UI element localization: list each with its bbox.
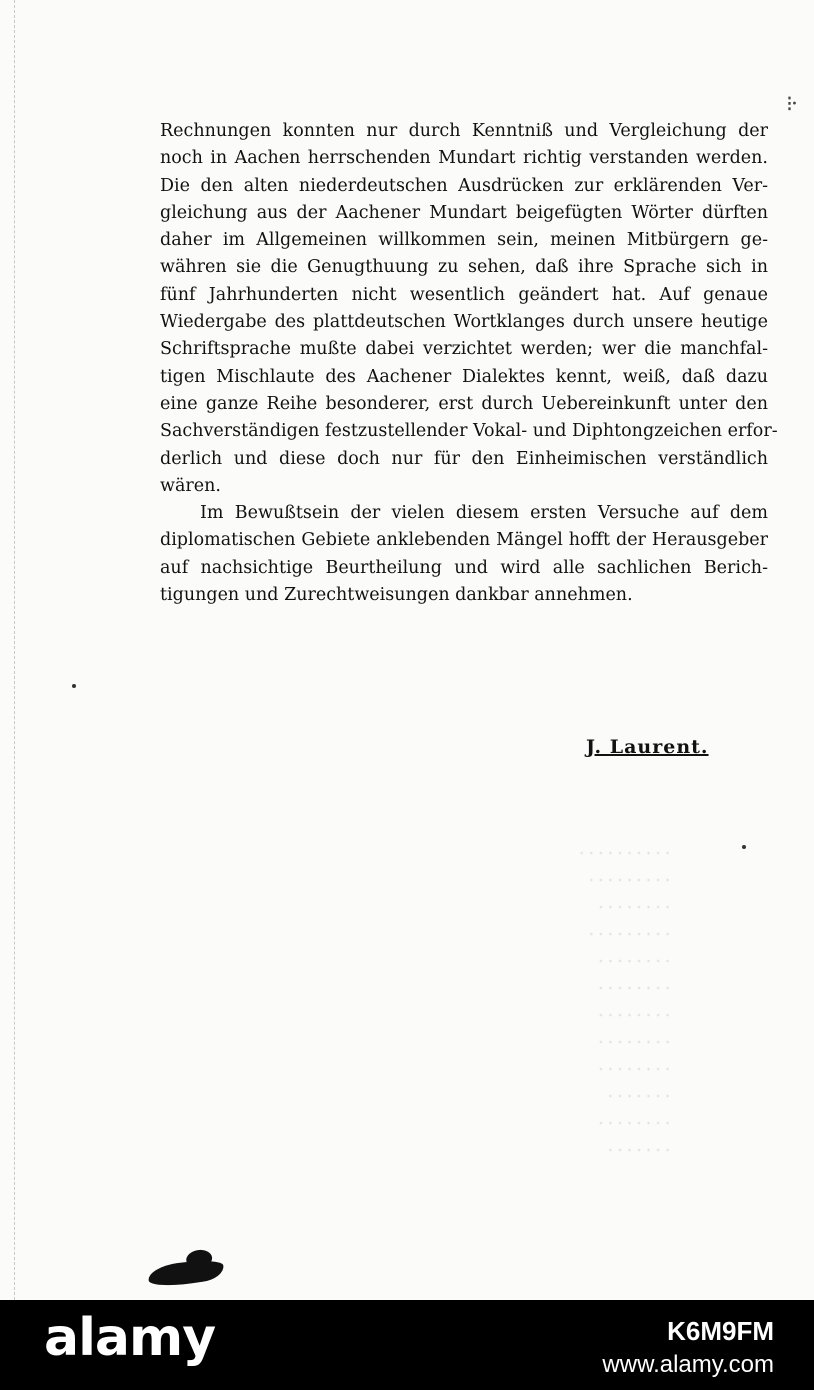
body-text <box>160 118 778 609</box>
text-line: noch in Aachen herrschenden Mundart richtig verstanden werden. <box>160 148 768 169</box>
text-line: Die den alten niederdeutschen Ausdrücken zur erklärenden Ver- <box>160 175 768 196</box>
text-line: Schriftsprache mußte dabei verzichtet werden; wer die manchfal- <box>160 339 768 360</box>
text-line: derlich und diese doch nur für den Einheimischen verständlich <box>160 448 768 469</box>
footer-url: www.alamy.com <box>602 1351 774 1378</box>
text-line: tigungen und Zurechtweisungen dankbar annehmen. <box>160 585 633 606</box>
text-line: eine ganze Reihe besonderer, erst durch Uebereinkunft unter den <box>160 393 768 414</box>
text-line: gleichung aus der Aachener Mundart beigefügten Wörter dürften <box>160 202 768 223</box>
text-line: Sachverständigen festzustellender Vokal- und Diphtongzeichen erfor- <box>160 421 778 442</box>
speck <box>72 684 76 688</box>
text-line: tigen Mischlaute des Aachener Dialektes kennt, weiß, daß dazu <box>160 366 768 387</box>
text-line: Wiedergabe des plattdeutschen Wortklanges durch unsere heutige <box>160 312 768 333</box>
text-line: wären. <box>160 475 221 496</box>
speck <box>742 845 746 849</box>
text-line: Im Bewußtsein der vielen diesem ersten Versuche auf dem <box>200 503 768 524</box>
text-line: fünf Jahrhunderten nicht wesentlich geändert hat. Auf genaue <box>160 284 768 305</box>
ink-stain <box>147 1257 225 1289</box>
text-line: Rechnungen konnten nur durch Kenntniß und Vergleichung der <box>160 121 768 141</box>
image-id <box>602 1314 774 1382</box>
alamy-logo: alamy <box>44 1308 216 1368</box>
page-edge-line <box>14 0 16 1300</box>
margin-mark: ⁝· <box>786 92 796 117</box>
text-line: währen sie die Genugthuung zu sehen, daß ihre Sprache sich in <box>160 257 768 278</box>
text-line: daher im Allgemeinen willkommen sein, meinen Mitbürgern ge- <box>160 230 768 251</box>
author-signature: J. Laurent. <box>586 736 709 758</box>
text-line: diplomatischen Gebiete anklebenden Mängel hofft der Herausgeber <box>160 530 768 551</box>
text-line: auf nachsichtige Beurtheilung und wird alle sachlichen Berich- <box>160 557 768 578</box>
bleed-through-text: · · · · · · · · · · · · · · · · · · · · · · · · · · · · · · · · · · · · · · · · · · · · · · · · · · · · · · · · · · · · · · · · · · · · · · · · · · · · · · · · · · · · · · · · · · · · · · · · · · <box>579 844 670 1159</box>
image-id-code: K6M9FM <box>667 1316 774 1346</box>
watermark-footer <box>0 1300 814 1390</box>
